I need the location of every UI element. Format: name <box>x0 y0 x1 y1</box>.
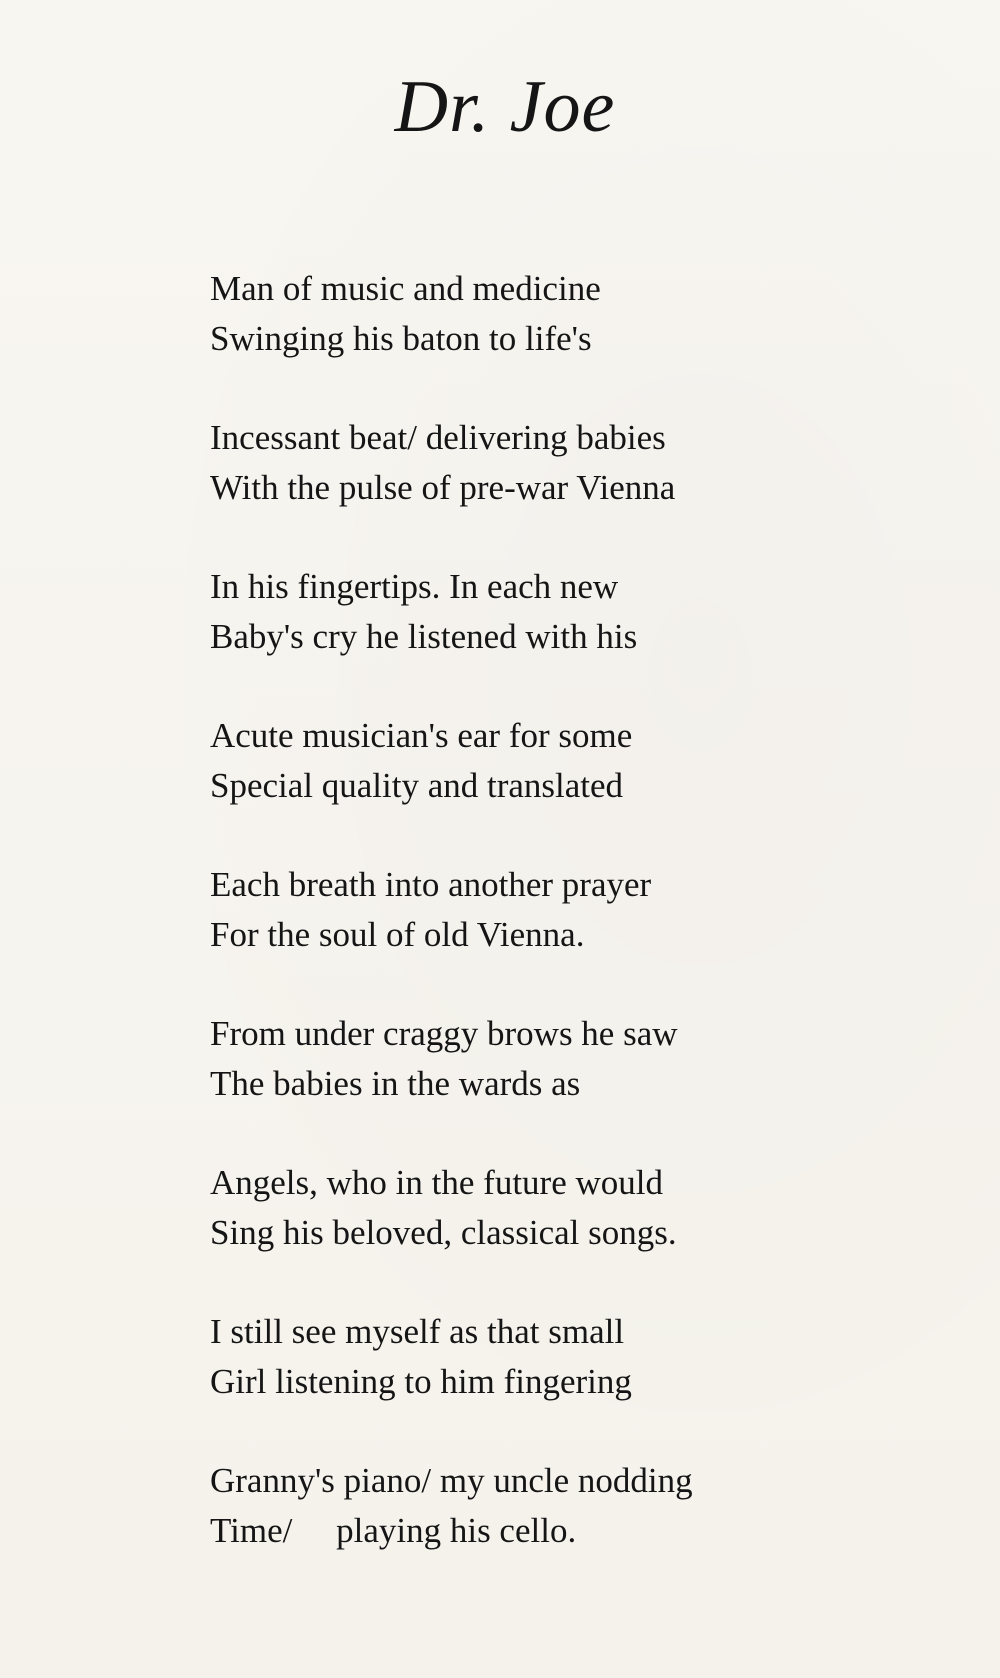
stanza <box>210 264 810 364</box>
poem-line: The babies in the wards as <box>210 1064 581 1103</box>
stanza <box>210 1456 810 1556</box>
stanza <box>210 1307 810 1407</box>
poem-line: Baby's cry he listened with his <box>210 617 638 656</box>
poem-line: Time/ playing his cello. <box>210 1511 577 1550</box>
stanza <box>210 1009 810 1109</box>
poem-line: From under craggy brows he saw <box>210 1014 678 1053</box>
poem-title: Dr. Joe <box>394 66 616 148</box>
poem-line: Angels, who in the future would <box>210 1163 663 1202</box>
stanza <box>210 1158 810 1258</box>
poem-line: Girl listening to him fingering <box>210 1362 632 1401</box>
poem-line: Man of music and medicine <box>210 269 601 308</box>
poem-line: Acute musician's ear for some <box>210 716 633 755</box>
stanza <box>210 413 810 513</box>
stanza <box>210 860 810 960</box>
poem-line: Granny's piano/ my uncle nodding <box>210 1461 693 1500</box>
poem-line: I still see myself as that small <box>210 1312 625 1351</box>
poem-line: For the soul of old Vienna. <box>210 915 585 954</box>
poem-line: Each breath into another prayer <box>210 865 652 904</box>
stanza <box>210 711 810 811</box>
poem-line: Incessant beat/ delivering babies <box>210 418 666 457</box>
poem-line: Special quality and translated <box>210 766 624 805</box>
poem-body <box>210 264 810 1605</box>
poem-line: In his fingertips. In each new <box>210 567 619 606</box>
poem-line: With the pulse of pre-war Vienna <box>210 468 676 507</box>
stanza <box>210 562 810 662</box>
poem-line: Sing his beloved, classical songs. <box>210 1213 677 1252</box>
poem-line: Swinging his baton to life's <box>210 319 592 358</box>
